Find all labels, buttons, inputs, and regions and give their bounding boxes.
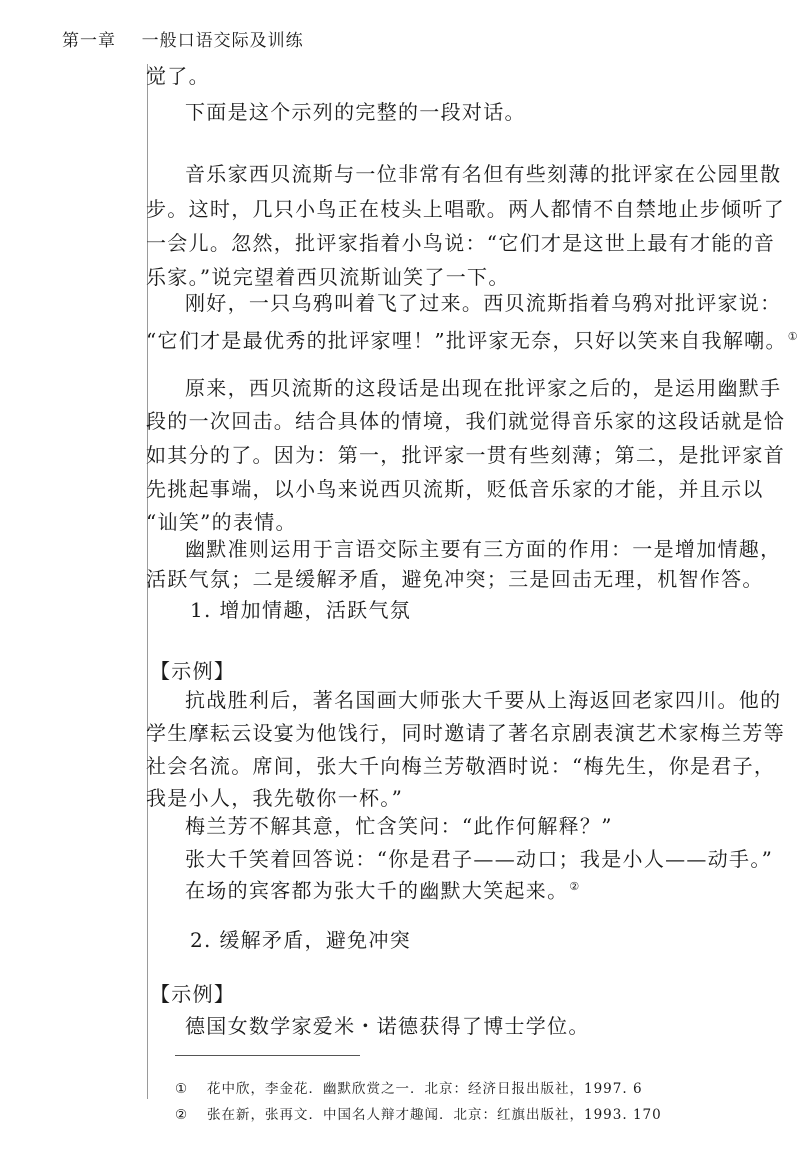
- text-line: 乐家。”说完望着西贝流斯讪笑了一下。: [146, 265, 510, 289]
- text-line: 刚好，一只乌鸦叫着飞了过来。西贝流斯指着乌鸦对批评家说：: [185, 291, 782, 315]
- footnote-mark: ②: [175, 1107, 189, 1123]
- text-line: “讪笑”的表情。: [146, 510, 297, 534]
- text-line: 张大千笑着回答说：“你是君子——动口；我是小人——动手。”: [185, 847, 774, 871]
- text-line: 幽默准则运用于言语交际主要有三方面的作用：一是增加情趣，: [185, 537, 782, 561]
- section-heading: 1. 增加情趣，活跃气氛: [190, 598, 412, 622]
- text-line: [146, 323, 799, 355]
- text-line: 我是小人，我先敬你一杯。”: [146, 786, 404, 810]
- example-label: 【示例】: [150, 982, 236, 1006]
- text-line: 德国女数学家爱米・诺德获得了博士学位。: [185, 1014, 590, 1038]
- text-line: 社会名流。席间，张大千向梅兰芳敬酒时说：“梅先生，你是君子，: [146, 754, 776, 778]
- text-line: 一会儿。忽然，批评家指着小鸟说：“它们才是这世上最有才能的音: [146, 231, 776, 255]
- footnote-divider: [175, 1055, 360, 1056]
- footnote-ref: ②: [569, 880, 581, 893]
- text-line: 音乐家西贝流斯与一位非常有名但有些刻薄的批评家在公园里散: [185, 162, 782, 186]
- text-line: 步。这时，几只小鸟正在枝头上唱歌。两人都情不自禁地止步倾听了: [146, 197, 785, 221]
- text-line: 原来，西贝流斯的这段话是出现在批评家之后的，是运用幽默手: [185, 376, 782, 400]
- text-line: 梅兰芳不解其意，忙含笑问：“此作何解释？”: [185, 814, 613, 838]
- footnote-mark: ①: [175, 1081, 189, 1097]
- chapter-number: 第一章: [62, 31, 116, 51]
- text-line: 下面是这个示列的完整的一段对话。: [185, 100, 526, 124]
- example-label: 【示例】: [150, 659, 236, 683]
- text-line: [185, 873, 775, 905]
- text-line: 先挑起事端，以小鸟来说西贝流斯，贬低音乐家的才能，并且示以: [146, 477, 764, 501]
- text-line: 抗战胜利后，著名国画大师张大千要从上海返回老家四川。他的: [185, 688, 782, 712]
- text-line-content: 在场的宾客都为张大千的幽默大笑起来。: [185, 878, 569, 903]
- footnote-text: 花中欣，李金花．幽默欣赏之一．北京：经济日报出版社，1997. 6: [207, 1081, 643, 1097]
- footnote: [175, 1103, 662, 1123]
- text-line: 段的一次回击。结合具体的情境，我们就觉得音乐家的这段话就是恰: [146, 409, 785, 433]
- text-line: 觉了。: [146, 64, 210, 88]
- footnote-text: 张在新，张再文．中国名人辩才趣闻．北京：红旗出版社，1993. 170: [207, 1107, 662, 1123]
- footnote: [175, 1077, 643, 1097]
- text-line: 学生摩耘云设宴为他饯行，同时邀请了著名京剧表演艺术家梅兰芳等: [146, 721, 785, 745]
- text-line: 如其分的了。因为：第一，批评家一贯有些刻薄；第二，是批评家首: [146, 443, 785, 467]
- text-line: 活跃气氛；二是缓解矛盾，避免冲突；三是回击无理，机智作答。: [146, 567, 764, 591]
- section-heading: 2. 缓解矛盾，避免冲突: [190, 928, 412, 952]
- footnote-ref: ①: [787, 330, 799, 343]
- chapter-title: 一般口语交际及训练: [141, 31, 304, 51]
- text-line-content: “它们才是最优秀的批评家哩！”批评家无奈，只好以笑来自我解嘲。: [146, 328, 787, 353]
